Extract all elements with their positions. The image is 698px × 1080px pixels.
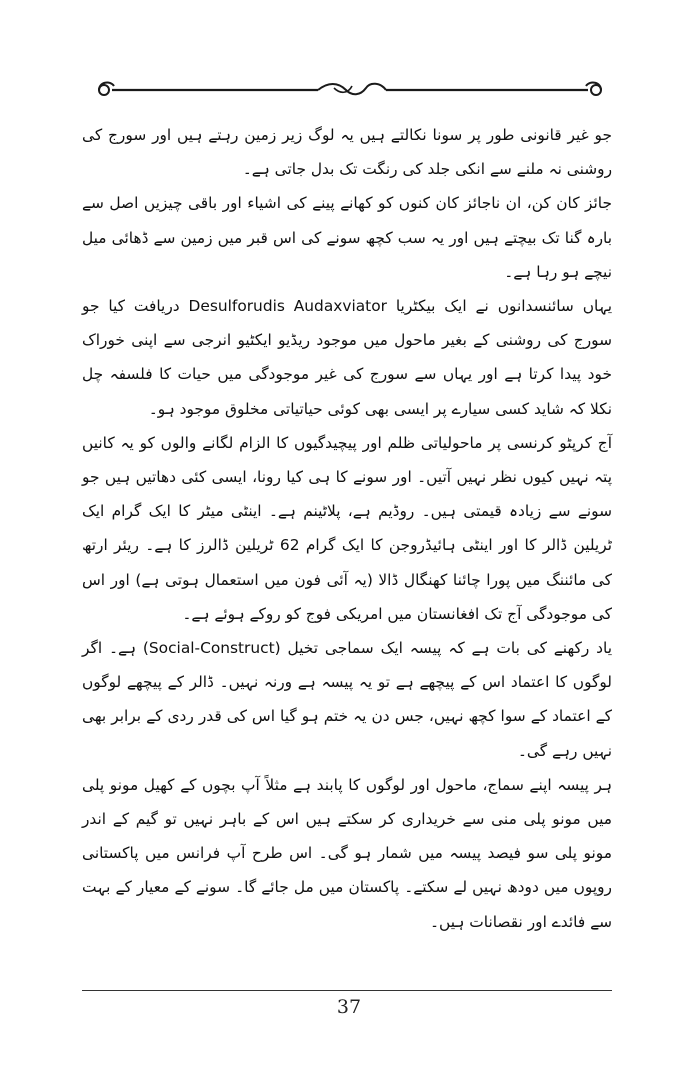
- paragraph-3: یہاں سائنسدانوں نے ایک بیکٹریا Desulforudis Audaxviator دریافت کیا جو سورج کی روشنی کے بغیر ماحول میں موجود ریڈیو ایکٹیو انرجی سے اپنی خوراک خود پیدا کرتا ہے اور یہاں سے سورج کی غیر موجودگی میں حیات کا فلسفہ چل نکلا کہ شاید کسی سیارے پر ایسی بھی کوئی حیاتیاتی مخلوق موجود ہو۔: [82, 297, 613, 418]
- decorative-divider-icon: [90, 72, 610, 108]
- paragraph-2: جائز کان کن، ان ناجائز کان کنوں کو کھانے پینے کی اشیاء اور باقی چیزیں اصل سے بارہ گنا تک بیچتے ہیں اور یہ سب کچھ سونے کی اس قبر میں زمین سے ڈھائی میل نیچے ہو رہا ہے۔: [82, 194, 612, 281]
- page-body: [82, 118, 612, 939]
- footer-divider: [82, 990, 612, 991]
- paragraph-5: یاد رکھنے کی بات ہے کہ پیسہ ایک سماجی تخیل (Social-Construct) ہے۔ اگر لوگوں کا اعتماد اس کے پیچھے ہے تو یہ پیسہ ہے ورنہ نہیں۔ ڈالر کے پیچھے لوگوں کے اعتماد کے سوا کچھ نہیں، جس دن یہ ختم ہو گیا اس کی قدر ردی کے برابر بھی نہیں رہے گی۔: [82, 639, 612, 760]
- paragraph-1: جو غیر قانونی طور پر سونا نکالتے ہیں یہ لوگ زیر زمین رہتے ہیں اور سورج کی روشنی نہ ملنے سے انکی جلد کی رنگت تک بدل جاتی ہے۔: [82, 126, 612, 179]
- paragraph-4: آج کرپٹو کرنسی پر ماحولیاتی ظلم اور پیچیدگیوں کا الزام لگانے والوں کو یہ کانیں پتہ نہیں کیوں نظر نہیں آتیں۔ اور سونے کا ہی کیا رونا، ایسی کئی دھاتیں ہیں جو سونے سے زیادہ قیمتی ہیں۔ روڈیم ہے، پلاٹینم ہے۔ اینٹی میٹر کا ایک گرام ایک ٹریلین ڈالر کا اور اینٹی ہائیڈروجن کا ایک گرام 62 ٹریلین ڈالرز کا ہے۔ ریئر ارتھ کی مائننگ میں پورا چائنا کھنگال ڈالا (یہ آئی فون میں استعمال ہوتی ہے) اور اس کی موجودگی آج تک افغانستان میں امریکی فوج کو روکے ہوئے ہے۔: [82, 433, 612, 623]
- header-ornament: [90, 72, 610, 108]
- page-number: 37: [336, 996, 362, 1018]
- paragraph-6: ہر پیسہ اپنے سماج، ماحول اور لوگوں کا پابند ہے مثلاً آپ بچوں کے کھیل مونو پلی میں مونو پلی منی سے خریداری کر سکتے ہیں اس کے باہر نہیں تو گیم کے اندر مونو پلی سو فیصد پیسہ میں شمار ہو گی۔ اس طرح آپ فرانس میں پاکستانی روپوں میں دودھ نہیں لے سکتے۔ پاکستان میں مل جائے گا۔ سونے کے معیار کے بہت سے فائدے اور نقصانات ہیں۔: [82, 775, 612, 931]
